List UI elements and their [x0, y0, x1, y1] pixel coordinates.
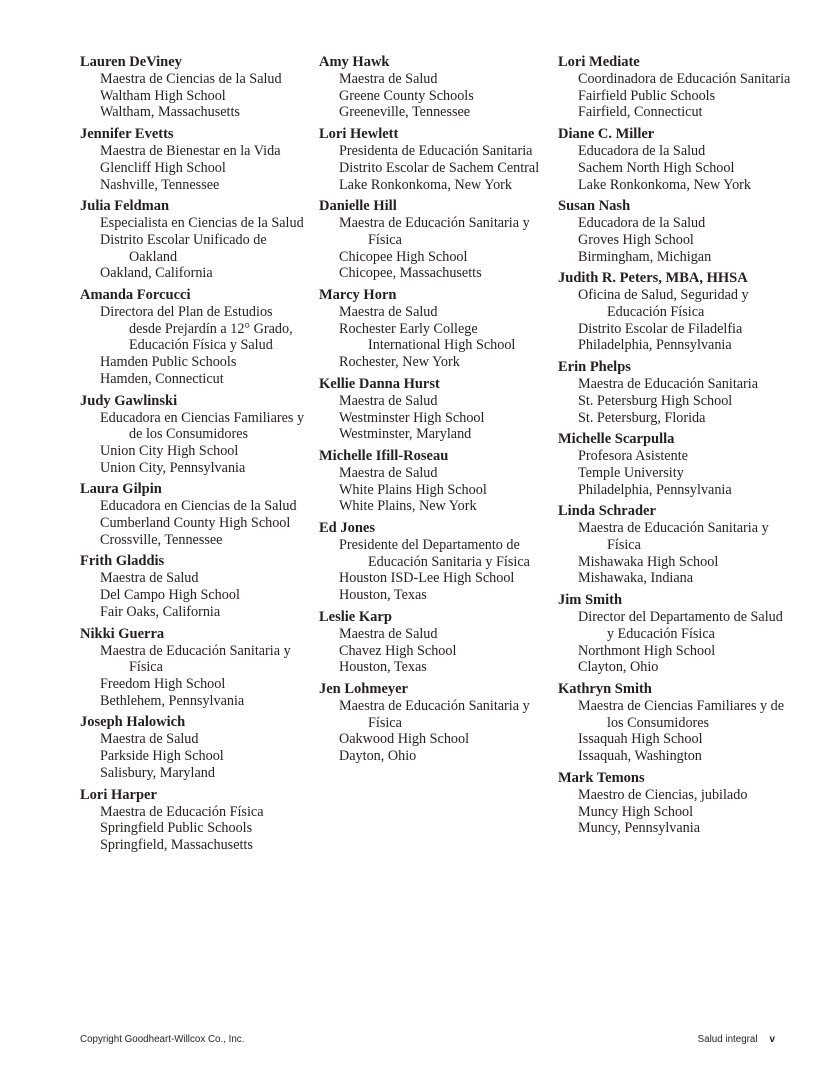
- reviewer-detail: Nashville, Tennessee: [100, 176, 220, 193]
- reviewer-detail: Maestra de Ciencias Familiares y de los Consumidores: [578, 697, 785, 731]
- reviewer-detail: Maestro de Ciencias, jubilado: [578, 786, 748, 803]
- reviewer-detail: Directora del Plan de Estudios desde Prejardín a 12° Grado, Educación Física y Salud: [100, 304, 293, 354]
- reviewer-detail: Rochester, New York: [339, 354, 460, 371]
- reviewer-name: Frith Gladdis: [80, 553, 165, 570]
- reviewer-detail: Muncy, Pennsylvania: [578, 820, 701, 837]
- reviewer-detail: Oakland, California: [100, 265, 213, 282]
- reviewer-name: Ed Jones: [319, 520, 376, 537]
- reviewer-name: Diane C. Miller: [558, 126, 655, 143]
- reviewer-name: Amy Hawk: [319, 54, 390, 70]
- reviewer-name: Kellie Danna Hurst: [319, 375, 440, 392]
- reviewer-entry: [558, 592, 793, 676]
- reviewer-detail: Educadora en Ciencias Familiares y de los Consumidores: [100, 409, 305, 443]
- footer-book-info: [698, 1034, 775, 1045]
- reviewer-detail: Maestra de Educación Física: [100, 803, 264, 820]
- reviewer-detail: Educadora de la Salud: [578, 143, 706, 160]
- reviewer-entry: [80, 481, 305, 548]
- reviewer-detail: Issaquah, Washington: [578, 748, 702, 765]
- reviewer-entry: [558, 126, 793, 193]
- reviewer-entry: [80, 126, 305, 193]
- reviewer-detail: Maestra de Educación Sanitaria y Física: [339, 697, 530, 731]
- reviewer-detail: Springfield Public Schools: [100, 820, 253, 837]
- reviewer-detail: Temple University: [578, 464, 684, 481]
- reviewer-name: Amanda Forcucci: [80, 287, 191, 304]
- reviewer-detail: Lake Ronkonkoma, New York: [578, 176, 751, 193]
- reviewer-entry: [319, 54, 549, 121]
- reviewer-column-1: [80, 54, 305, 859]
- reviewer-detail: Mishawaka High School: [578, 553, 719, 570]
- reviewer-entry: [558, 198, 793, 265]
- reviewer-detail: Maestra de Salud: [100, 570, 199, 587]
- reviewer-detail: Hamden, Connecticut: [100, 370, 224, 387]
- reviewer-detail: Salisbury, Maryland: [100, 764, 215, 781]
- reviewer-name: Laura Gilpin: [80, 481, 162, 498]
- reviewer-detail: Maestra de Educación Sanitaria y Física: [578, 520, 769, 554]
- reviewer-detail: Issaquah High School: [578, 731, 703, 748]
- reviewer-name: Jennifer Evetts: [80, 126, 174, 143]
- reviewer-entry: [80, 287, 305, 388]
- reviewer-name: Lori Harper: [80, 786, 157, 803]
- reviewer-detail: Crossville, Tennessee: [100, 531, 223, 548]
- reviewer-detail: Birmingham, Michigan: [578, 248, 712, 265]
- reviewer-entry: [319, 681, 549, 765]
- reviewer-detail: Maestra de Salud: [339, 625, 438, 642]
- reviewer-detail: Educadora en Ciencias de la Salud: [100, 498, 297, 515]
- reviewer-detail: Rochester Early College International High School: [339, 320, 516, 354]
- reviewer-detail: Fairfield, Connecticut: [578, 104, 703, 121]
- reviewer-detail: Parkside High School: [100, 748, 224, 765]
- reviewer-entry: [319, 126, 549, 193]
- reviewer-entry: [319, 520, 549, 604]
- reviewer-detail: White Plains High School: [339, 481, 487, 498]
- reviewer-name: Lori Mediate: [558, 54, 640, 70]
- reviewer-detail: Westminster, Maryland: [339, 426, 472, 443]
- reviewer-column-3: [558, 54, 793, 842]
- reviewer-name: Lori Hewlett: [319, 126, 399, 143]
- reviewer-detail: Cumberland County High School: [100, 515, 291, 532]
- reviewer-detail: Maestra de Educación Sanitaria y Física: [339, 215, 530, 248]
- reviewer-detail: Union City High School: [100, 442, 239, 459]
- reviewer-detail: Oakwood High School: [339, 731, 470, 748]
- reviewer-detail: Fairfield Public Schools: [578, 87, 716, 104]
- reviewer-detail: Waltham High School: [100, 87, 226, 104]
- reviewer-detail: Maestra de Ciencias de la Salud: [100, 71, 282, 87]
- reviewer-entry: [558, 54, 793, 121]
- reviewer-detail: Maestra de Educación Sanitaria y Física: [100, 642, 291, 676]
- reviewer-name: Nikki Guerra: [80, 625, 165, 642]
- reviewer-detail: Mishawaka, Indiana: [578, 570, 694, 587]
- reviewer-entry: [558, 503, 793, 587]
- reviewer-detail: Maestra de Salud: [339, 71, 438, 87]
- reviewer-entry: [558, 431, 793, 498]
- reviewer-detail: Muncy High School: [578, 803, 694, 820]
- reviewer-detail: Greeneville, Tennessee: [339, 104, 471, 121]
- reviewer-name: Danielle Hill: [319, 198, 397, 215]
- reviewer-detail: Freedom High School: [100, 675, 226, 692]
- reviewer-entry: [80, 626, 305, 710]
- reviewer-detail: Sachem North High School: [578, 159, 735, 176]
- reviewer-detail: Dayton, Ohio: [339, 748, 417, 765]
- reviewer-detail: Clayton, Ohio: [578, 659, 659, 676]
- reviewer-entry: [80, 54, 305, 121]
- reviewer-name: Judith R. Peters, MBA, HHSA: [558, 270, 748, 287]
- reviewer-detail: Houston ISD-Lee High School: [339, 570, 515, 587]
- reviewer-detail: Distrito Escolar de Filadelfia: [578, 320, 743, 337]
- reviewer-entry: [319, 448, 549, 515]
- reviewer-entry: [319, 376, 549, 443]
- reviewer-entry: [80, 553, 305, 620]
- reviewer-detail: St. Petersburg, Florida: [578, 409, 706, 426]
- reviewer-entry: [80, 198, 305, 282]
- reviewer-entry: [558, 270, 793, 354]
- reviewer-entry: [80, 787, 305, 854]
- reviewer-name: Marcy Horn: [319, 287, 397, 304]
- reviewer-detail: Coordinadora de Educación Sanitaria: [578, 71, 791, 87]
- reviewer-detail: Fair Oaks, California: [100, 603, 221, 620]
- reviewer-detail: Chicopee, Massachusetts: [339, 265, 482, 282]
- reviewer-detail: Maestra de Salud: [339, 464, 438, 481]
- reviewer-name: Judy Gawlinski: [80, 392, 178, 409]
- reviewer-name: Linda Schrader: [558, 503, 656, 520]
- reviewer-detail: Philadelphia, Pennsylvania: [578, 481, 732, 498]
- reviewer-entry: [80, 393, 305, 477]
- reviewer-detail: Distrito Escolar de Sachem Central: [339, 159, 540, 176]
- reviewer-detail: Houston, Texas: [339, 587, 427, 604]
- reviewer-name: Jen Lohmeyer: [319, 680, 408, 697]
- page-number: v: [769, 1034, 775, 1045]
- reviewer-entry: [319, 198, 549, 282]
- footer-book-title: Salud integral: [697, 1034, 758, 1045]
- reviewer-detail: Chavez High School: [339, 642, 457, 659]
- reviewer-name: Julia Feldman: [80, 198, 170, 215]
- reviewer-detail: Oficina de Salud, Seguridad y Educación Física: [578, 287, 749, 321]
- reviewer-name: Susan Nash: [558, 198, 631, 215]
- reviewer-detail: Maestra de Salud: [339, 304, 438, 321]
- reviewer-detail: Especialista en Ciencias de la Salud: [100, 215, 304, 232]
- reviewer-detail: Waltham, Massachusetts: [100, 104, 240, 121]
- reviewer-detail: Lake Ronkonkoma, New York: [339, 176, 512, 193]
- reviewer-entry: [558, 681, 793, 765]
- reviewer-name: Leslie Karp: [319, 608, 392, 625]
- reviewer-name: Kathryn Smith: [558, 680, 652, 697]
- reviewer-detail: Del Campo High School: [100, 587, 240, 604]
- reviewer-detail: Presidenta de Educación Sanitaria: [339, 143, 533, 160]
- reviewer-entry: [558, 359, 793, 426]
- reviewer-name: Erin Phelps: [558, 359, 631, 376]
- reviewer-name: Michelle Scarpulla: [558, 431, 675, 448]
- reviewer-detail: Westminster High School: [339, 409, 485, 426]
- reviewer-detail: Philadelphia, Pennsylvania: [578, 337, 732, 354]
- reviewer-entry: [319, 609, 549, 676]
- reviewer-name: Jim Smith: [558, 592, 623, 609]
- footer-copyright: Copyright Goodheart-Willcox Co., Inc.: [80, 1034, 245, 1045]
- reviewer-name: Mark Temons: [558, 769, 645, 786]
- reviewer-detail: Maestra de Salud: [339, 392, 438, 409]
- reviewer-detail: Northmont High School: [578, 642, 716, 659]
- reviewer-detail: St. Petersburg High School: [578, 392, 733, 409]
- reviewer-detail: White Plains, New York: [339, 498, 477, 515]
- reviewer-entry: [319, 287, 549, 371]
- reviewer-detail: Chicopee High School: [339, 248, 468, 265]
- reviewer-detail: Springfield, Massachusetts: [100, 836, 253, 853]
- reviewer-detail: Director del Departamento de Salud y Educación Física: [578, 609, 783, 642]
- reviewer-detail: Hamden Public Schools: [100, 354, 237, 371]
- reviewer-entry: [558, 770, 793, 837]
- reviewer-name: Michelle Ifill-Roseau: [319, 447, 449, 464]
- reviewer-detail: Maestra de Salud: [100, 731, 199, 748]
- reviewer-detail: Presidente del Departamento de Educación Sanitaria y Física: [339, 537, 530, 570]
- reviewer-name: Joseph Halowich: [80, 714, 186, 731]
- reviewer-column-2: [319, 54, 549, 770]
- reviewer-detail: Profesora Asistente: [578, 448, 688, 465]
- reviewer-detail: Bethlehem, Pennsylvania: [100, 692, 245, 709]
- reviewer-detail: Maestra de Bienestar en la Vida: [100, 143, 281, 160]
- reviewer-detail: Greene County Schools: [339, 87, 474, 104]
- reviewer-detail: Glencliff High School: [100, 159, 226, 176]
- reviewer-detail: Groves High School: [578, 231, 694, 248]
- reviewer-detail: Distrito Escolar Unificado de Oakland: [100, 231, 267, 265]
- reviewer-detail: Houston, Texas: [339, 659, 427, 676]
- reviewer-detail: Union City, Pennsylvania: [100, 459, 246, 476]
- reviewer-detail: Educadora de la Salud: [578, 215, 706, 232]
- reviewer-entry: [80, 714, 305, 781]
- reviewer-detail: Maestra de Educación Sanitaria: [578, 376, 759, 393]
- reviewer-name: Lauren DeViney: [80, 54, 182, 70]
